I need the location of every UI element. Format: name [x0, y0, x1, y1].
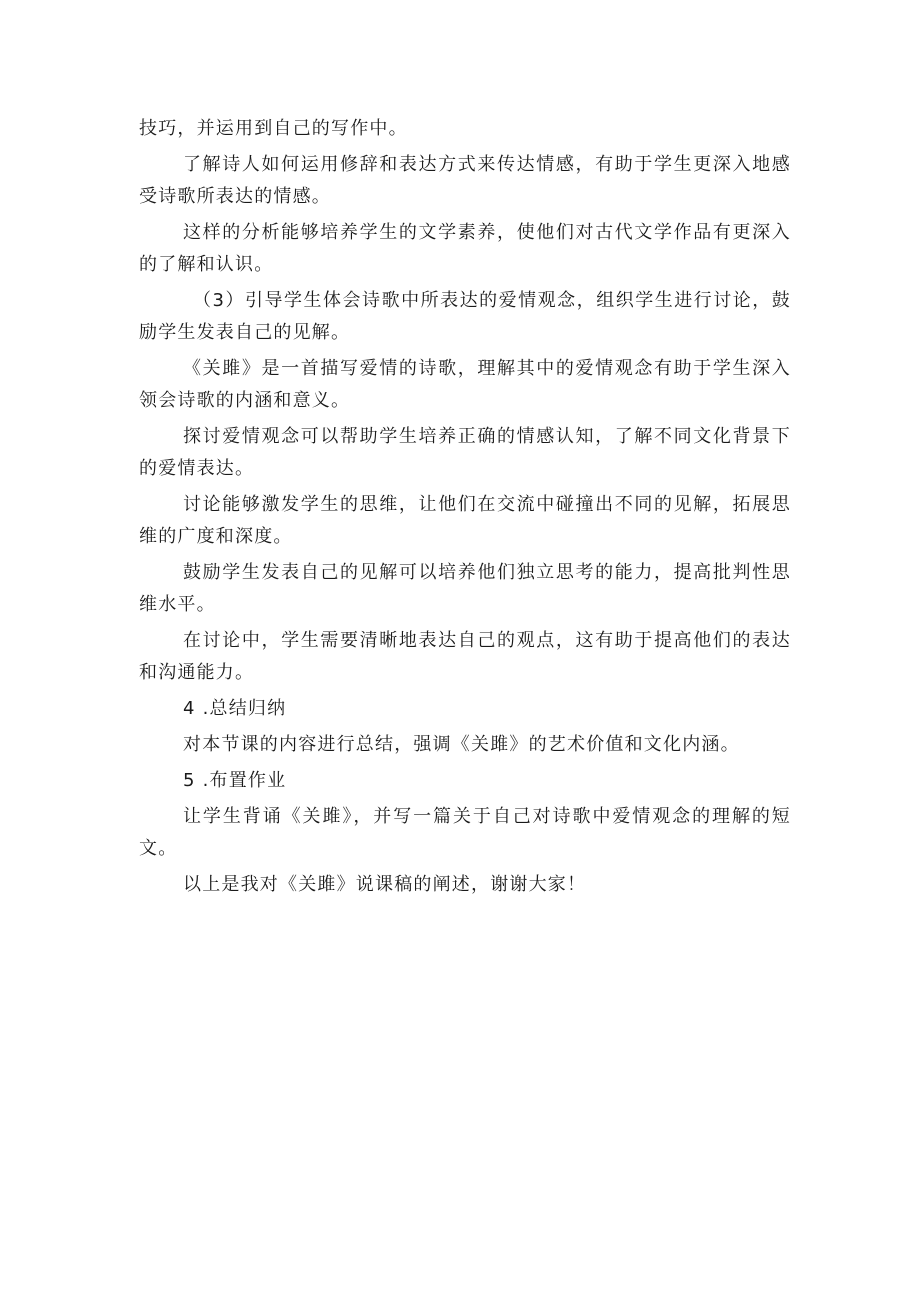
paragraph: 《关雎》是一首描写爱情的诗歌，理解其中的爱情观念有助于学生深入领会诗歌的内涵和意义。 — [139, 358, 791, 411]
section-heading-summary: 4 .总结归纳 — [183, 698, 287, 719]
document-body — [139, 113, 791, 905]
paragraph: 让学生背诵《关雎》，并写一篇关于自己对诗歌中爱情观念的理解的短文。 — [139, 806, 791, 859]
paragraph: 对本节课的内容进行总结，强调《关雎》的艺术价值和文化内涵。 — [183, 734, 740, 755]
paragraph: 这样的分析能够培养学生的文学素养，使他们对古代文学作品有更深入的了解和认识。 — [139, 222, 791, 275]
paragraph: 探讨爱情观念可以帮助学生培养正确的情感认知，了解不同文化背景下的爱情表达。 — [139, 426, 791, 479]
closing-paragraph: 以上是我对《关雎》说课稿的阐述，谢谢大家！ — [183, 874, 587, 895]
paragraph: 讨论能够激发学生的思维，让他们在交流中碰撞出不同的见解，拓展思维的广度和深度。 — [139, 494, 791, 547]
paragraph-continuation: 技巧，并运用到自己的写作中。 — [139, 118, 408, 139]
section-heading-homework: 5 .布置作业 — [183, 770, 287, 791]
paragraph: 在讨论中，学生需要清晰地表达自己的观点，这有助于提高他们的表达和沟通能力。 — [139, 630, 791, 683]
paragraph: 鼓励学生发表自己的见解可以培养他们独立思考的能力，提高批判性思维水平。 — [139, 562, 791, 615]
paragraph: 了解诗人如何运用修辞和表达方式来传达情感，有助于学生更深入地感受诗歌所表达的情感。 — [139, 154, 791, 207]
paragraph-item-3: （3）引导学生体会诗歌中所表达的爱情观念，组织学生进行讨论，鼓励学生发表自己的见解。 — [139, 290, 791, 343]
